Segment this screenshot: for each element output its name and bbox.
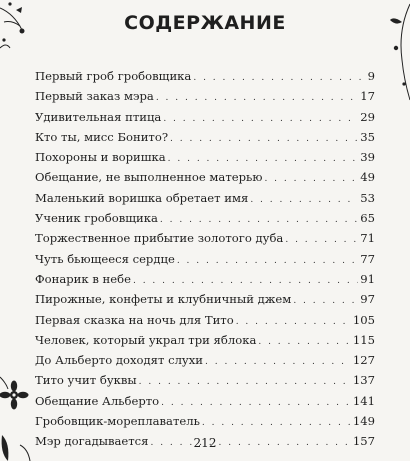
toc-leader-dots xyxy=(170,134,358,144)
toc-entry-page: 71 xyxy=(360,231,375,246)
toc-entry-title: Мэр догадывается xyxy=(35,434,149,449)
toc-entry-page: 9 xyxy=(367,69,375,83)
toc-entry-title: Тито учит буквы xyxy=(35,373,137,388)
toc-leader-dots xyxy=(193,73,365,83)
toc-entry-title: Первая сказка на ночь для Тито xyxy=(35,312,234,327)
toc-entry xyxy=(35,89,375,109)
toc-entry-page: 105 xyxy=(352,312,375,327)
toc-entry-page: 157 xyxy=(352,434,375,449)
toc-entry-page: 17 xyxy=(360,89,375,104)
toc-entry-title: Обещание, не выполненное матерью xyxy=(35,170,263,185)
toc-entry-page: 77 xyxy=(360,251,375,266)
toc-entry-title: Похороны и воришка xyxy=(35,150,166,165)
toc-entry xyxy=(35,414,375,434)
toc-entry-title: Человек, который украл три яблока xyxy=(35,332,257,347)
page-number: 212 xyxy=(193,436,217,450)
toc-entry-title: Маленький воришка обретает имя xyxy=(35,190,249,205)
toc-leader-dots xyxy=(250,195,358,205)
toc-entry-title: Кто ты, мисс Бонито? xyxy=(35,129,169,144)
toc-entry-title: До Альберто доходят слухи xyxy=(35,353,204,368)
toc-entry-page: 35 xyxy=(360,129,375,144)
toc-entry xyxy=(35,272,375,292)
toc-entry-page: 127 xyxy=(352,353,375,368)
toc-entry-page: 39 xyxy=(360,150,375,165)
toc-entry-page: 149 xyxy=(352,414,375,429)
toc-leader-dots xyxy=(163,114,358,124)
toc-leader-dots xyxy=(285,235,358,245)
toc-entry xyxy=(35,353,375,373)
toc-leader-dots xyxy=(156,93,358,103)
toc-entry-page: 115 xyxy=(352,332,375,347)
toc-leader-dots xyxy=(202,418,351,428)
toc-leader-dots xyxy=(139,377,351,387)
toc-entry-title: Ученик гробовщика xyxy=(35,211,158,226)
toc-entry xyxy=(35,170,375,190)
toc-entry xyxy=(35,130,375,150)
toc-leader-dots xyxy=(264,174,358,184)
toc-entry xyxy=(35,394,375,414)
toc-leader-dots xyxy=(205,357,351,367)
toc-entry-page: 141 xyxy=(352,393,375,408)
toc-entry xyxy=(35,110,375,130)
table-of-contents xyxy=(35,69,375,455)
toc-entry-page: 91 xyxy=(360,271,375,286)
toc-entry-page: 137 xyxy=(352,373,375,388)
toc-entry xyxy=(35,69,375,89)
toc-entry xyxy=(35,333,375,353)
toc-entry xyxy=(35,211,375,231)
toc-entry-title: Фонарик в небе xyxy=(35,271,131,286)
toc-entry-title: Удивительная птица xyxy=(35,109,162,124)
toc-entry xyxy=(35,150,375,170)
toc-leader-dots xyxy=(177,256,358,266)
toc-entry-page: 65 xyxy=(360,211,375,226)
toc-entry-page: 29 xyxy=(360,109,375,124)
toc-entry xyxy=(35,313,375,333)
toc-entry-page: 49 xyxy=(360,170,375,185)
toc-leader-dots xyxy=(236,317,351,327)
toc-entry-title: Пирожные, конфеты и клубничный джем xyxy=(35,292,292,307)
toc-entry xyxy=(35,191,375,211)
toc-entry-title: Торжественное прибытие золотого дуба xyxy=(35,231,284,246)
toc-leader-dots xyxy=(160,215,358,225)
toc-entry-title: Первый заказ мэра xyxy=(35,89,154,104)
toc-entry xyxy=(35,231,375,251)
toc-entry-page: 97 xyxy=(360,292,375,307)
toc-entry xyxy=(35,252,375,272)
toc-entry xyxy=(35,292,375,312)
toc-entry-title: Обещание Альберто xyxy=(35,393,160,408)
toc-leader-dots xyxy=(293,296,358,306)
toc-entry-page: 53 xyxy=(360,190,375,205)
toc-leader-dots xyxy=(161,398,351,408)
toc-entry xyxy=(35,373,375,393)
toc-leader-dots xyxy=(133,276,358,286)
toc-leader-dots xyxy=(258,337,351,347)
toc-leader-dots xyxy=(168,154,359,164)
page-title: СОДЕРЖАНИЕ xyxy=(124,12,286,34)
toc-entry-title: Чуть бьющееся сердце xyxy=(35,251,175,266)
toc-entry-title: Гробовщик-мореплаватель xyxy=(35,414,200,429)
toc-entry-title: Первый гроб гробовщика xyxy=(35,69,192,83)
